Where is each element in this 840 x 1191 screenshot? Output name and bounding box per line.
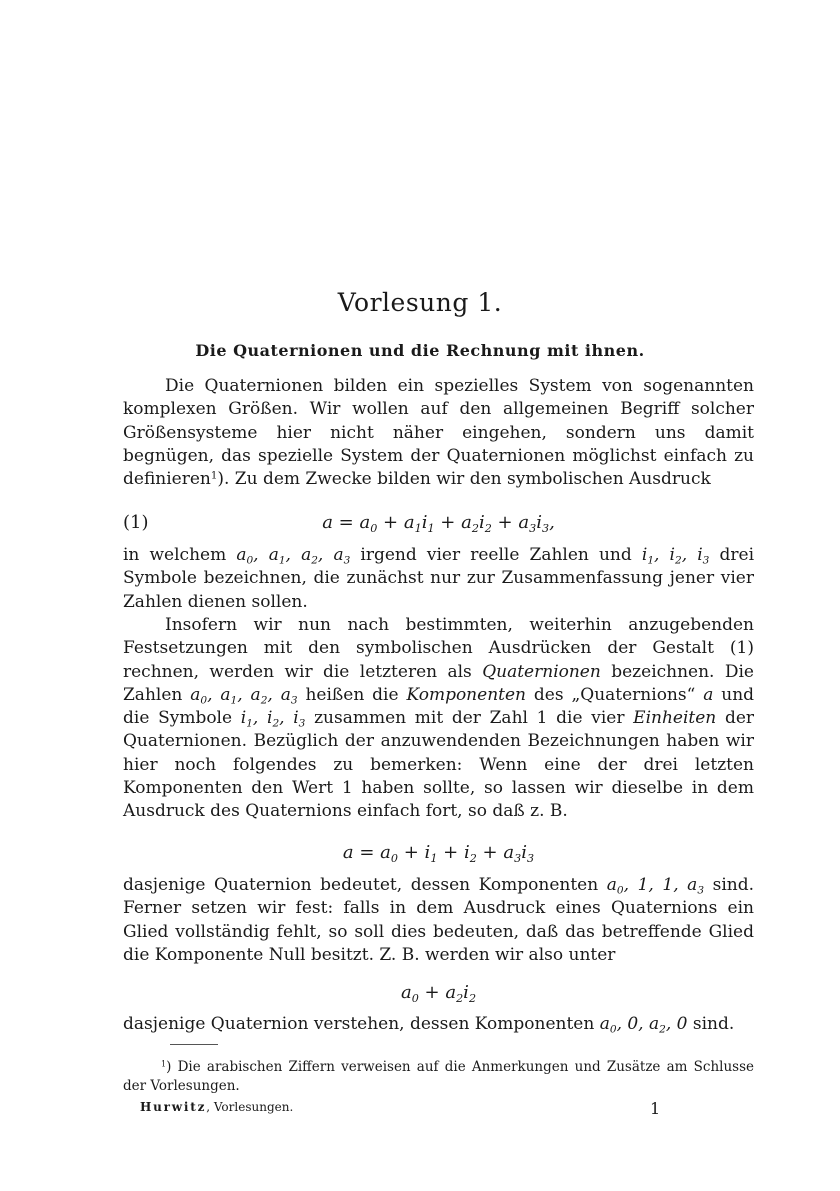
footnote-divider (170, 1044, 218, 1045)
paragraph-intro: Die Quaternionen bilden ein spezielles System von sogenannten komplexen Größen. Wir wollen auf den allgemeinen Begriff solcher Größensysteme hier nicht näher eingehen, sondern uns damit begnügen, das spezielle System der Quaternionen möglichst einfach zu definieren$^1$). Zu dem Zwecke bilden wir den symbolischen Ausdruck (123, 376, 754, 490)
paragraph-convention: dasjenige Quaternion bedeutet, dessen Komponenten $a_0$, 1, 1, $a_3$ sind. Ferner setzen wir fest: falls in dem Ausdruck eines Quaternions ein Glied vollständig fehlt, so soll dies bedeuten, daß das betreffende Glied die Komponente Null besitzt. Z. B. werden wir also unter (123, 875, 754, 965)
lecture-title: Vorlesung 1. (337, 288, 503, 317)
equation-number: (1) (123, 512, 149, 533)
term-komponenten: Komponenten (406, 684, 526, 705)
equation-3: $a_0 + a_2i_2$ (400, 982, 477, 1005)
footnote-mark: 1 (161, 1058, 167, 1069)
footnote-ref: 1 (210, 470, 218, 482)
paragraph-example: dasjenige Quaternion verstehen, dessen Komponenten $a_0$, 0, $a_2$, 0 sind. (123, 1014, 735, 1036)
footnote: $^1$) Die arabischen Ziffern verweisen auf die Anmerkungen und Zusätze am Schlusse der Vorlesungen. (123, 1058, 754, 1094)
footer-author: Hurwitz (140, 1100, 207, 1114)
paragraph-terminology: Insofern wir nun nach bestimmten, weiterhin anzugebenden Festsetzungen mit den symbolischen Ausdrücken der Gestalt (1) rechnen, werden wir die letzteren als Quaternionen bezeichnen. Die Zahlen $a_0$, $a_1$, $a_2$, $a_3$ heißen die Komponenten des „Quaternions“ a und die Symbole $i_1$, $i_2$, $i_3$ zusammen mit der Zahl 1 die vier Einheiten der Quaternionen. Bezüglich der anzuwendenden Bezeichnungen haben wir hier noch folgendes zu bemerken: Wenn eine der drei letzten Komponenten den Wert 1 haben sollte, so lassen wir dieselbe in dem Ausdruck des Quaternions einfach fort, so daß z. B. (123, 615, 755, 822)
equation-2-line (123, 842, 754, 868)
components-symbols: $a_0$, $a_1$, $a_2$, $a_3$ (236, 545, 351, 567)
equation-3-line (123, 982, 754, 1008)
paragraph-definition: in welchem $a_0$, $a_1$, $a_2$, $a_3$ irgend vier reelle Zahlen und $i_1$, $i_2$, $i_3$ drei Symbole bezeichnen, die zunächst nur zur Zusammenfassung jener vier Zahlen dienen sollen. (123, 545, 755, 612)
equation-1-line (123, 512, 754, 538)
page-footer (140, 1100, 680, 1114)
lecture-subtitle: Die Quaternionen und die Rechnung mit ihnen. (195, 341, 645, 360)
units-symbols: $i_1$, $i_2$, $i_3$ (641, 545, 710, 567)
equation-1: $a = a_0 + a_1i_1 + a_2i_2 + a_3i_3$, (322, 512, 555, 535)
term-einheiten: Einheiten (633, 708, 717, 729)
equation-2: $a = a_0 + i_1 + i_2 + a_3i_3$ (342, 842, 535, 865)
term-quaternionen: Quaternionen (482, 661, 601, 682)
page-number: 1 (650, 1099, 661, 1118)
footer-work: , Vorlesungen. (206, 1100, 294, 1114)
